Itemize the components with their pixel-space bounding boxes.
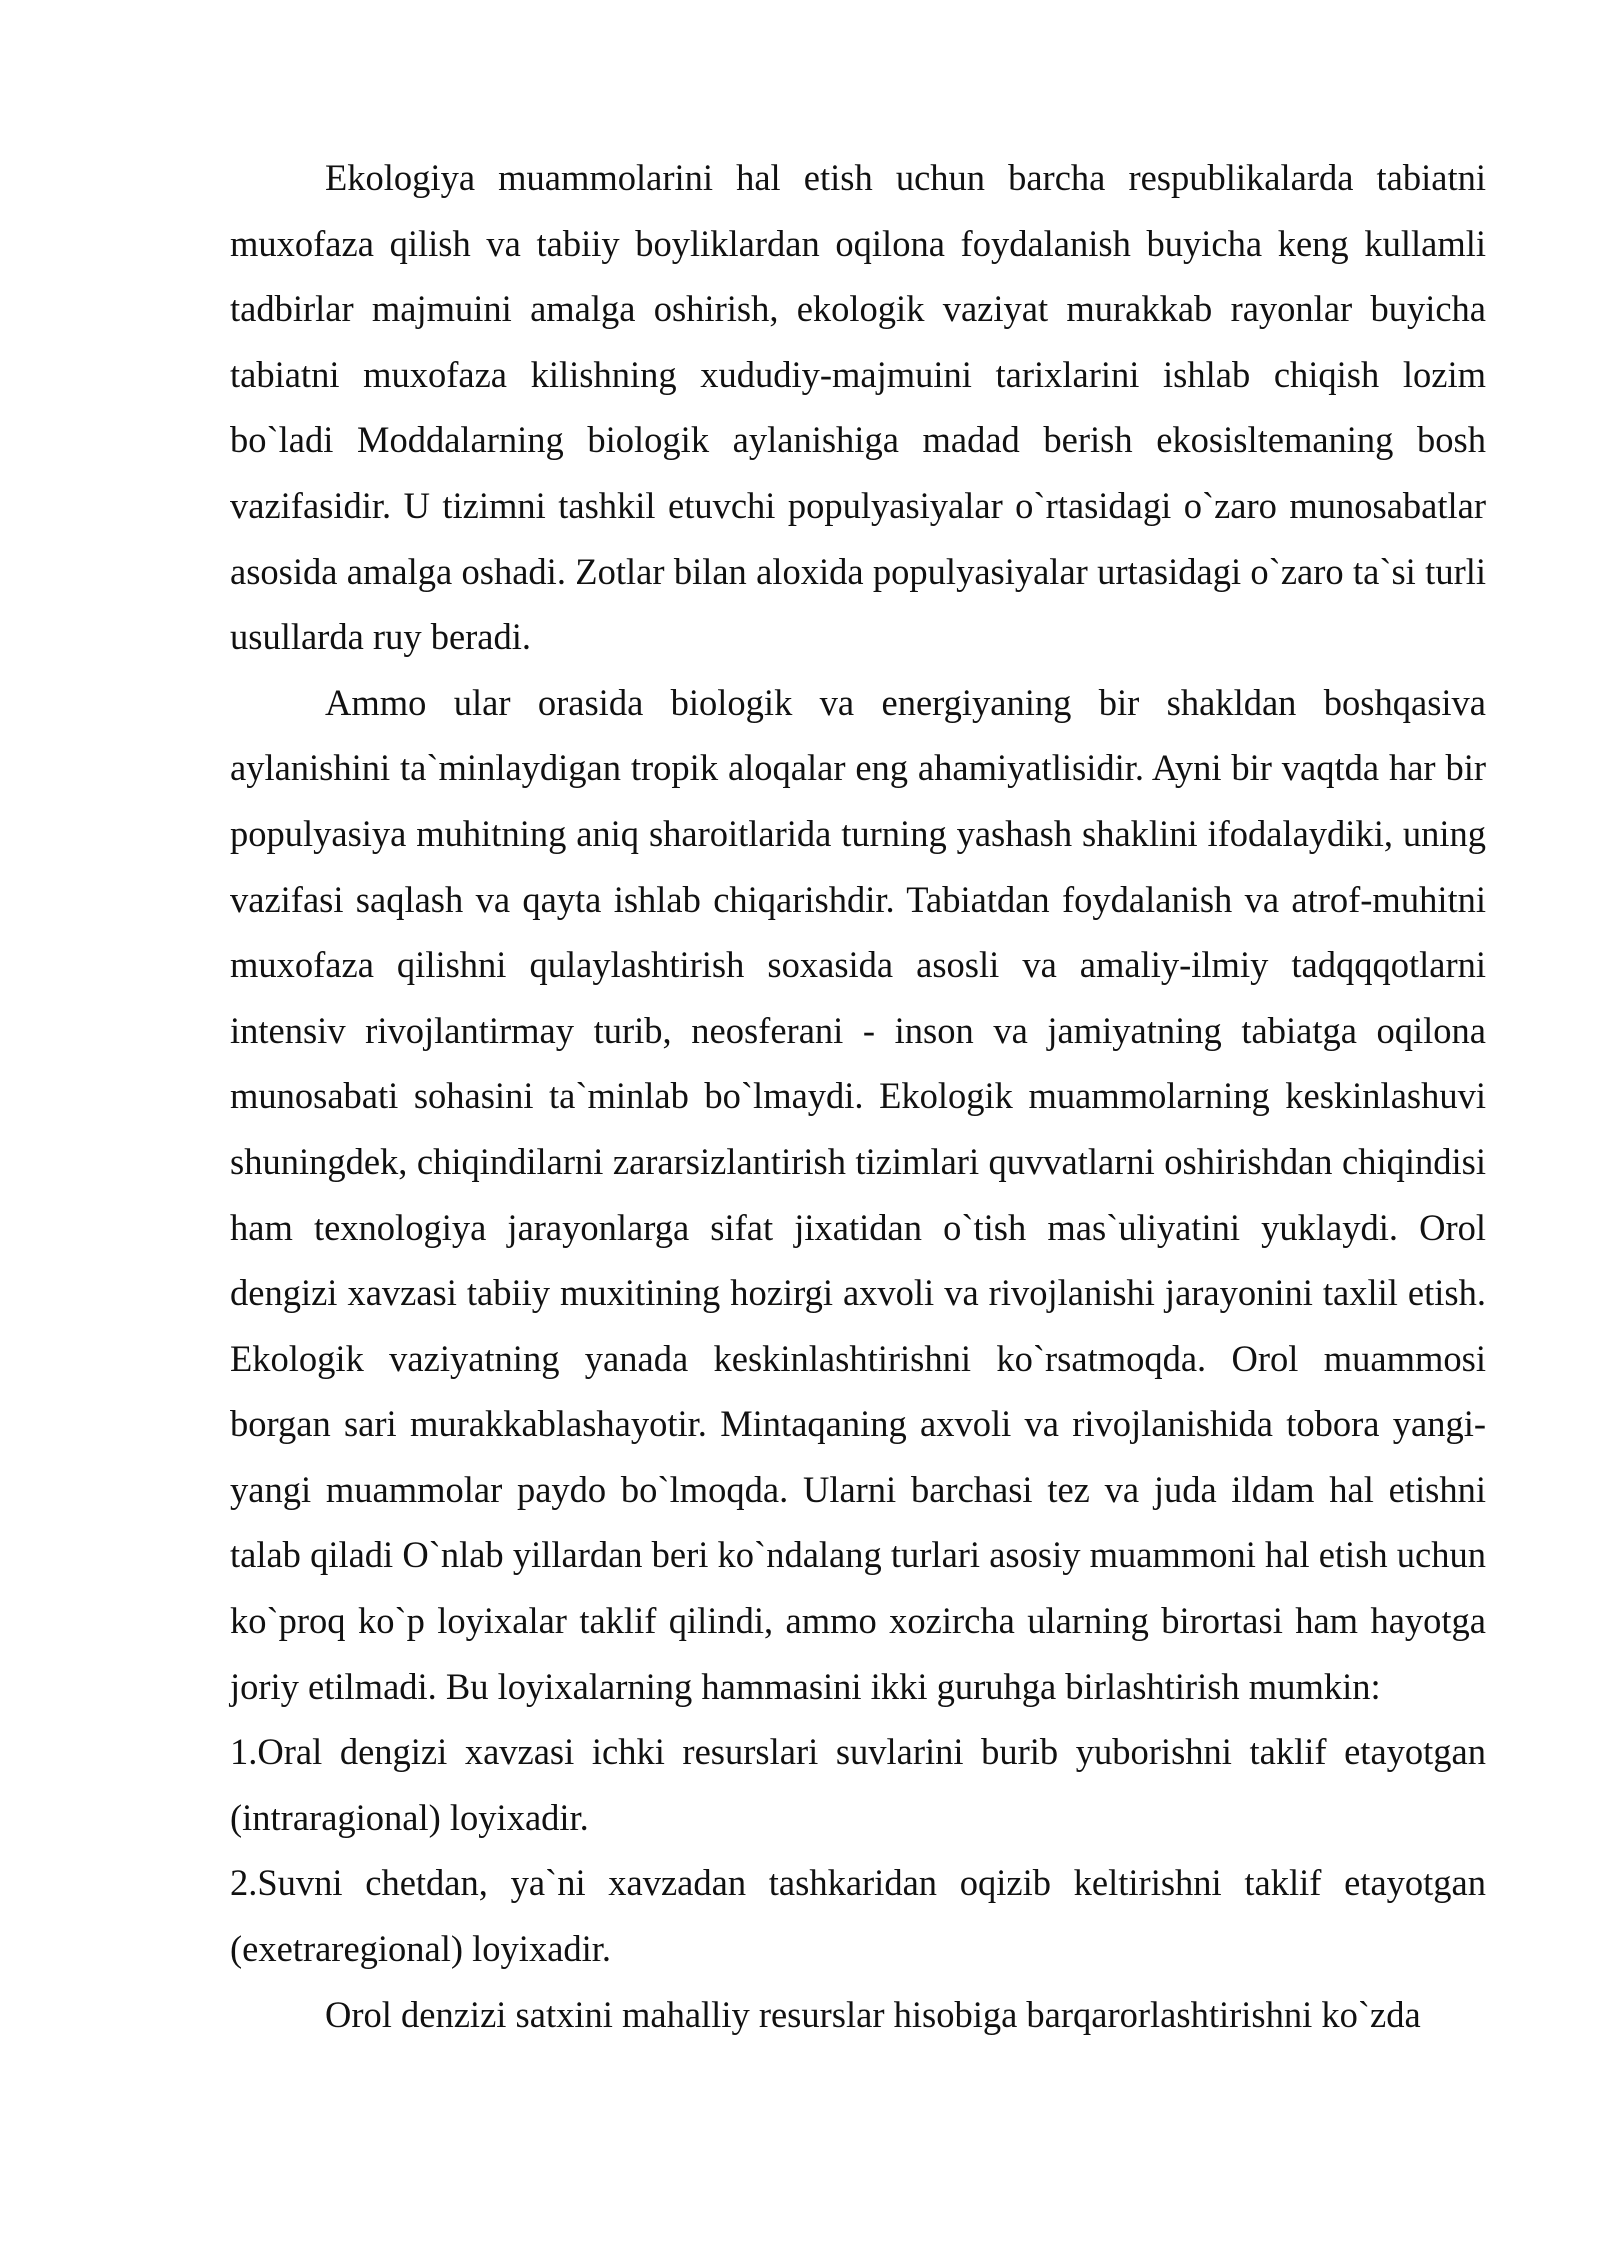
document-page [230, 145, 1486, 2047]
list-item-extraregional: 2.Suvni chetdan, ya`ni xavzadan tashkaridan oqizib keltirishni taklif etayotgan (exetraregional) loyixadir. [230, 1862, 1486, 1970]
paragraph-aral-level: Orol denzizi satxini mahalliy resurslar hisobiga barqarorlashtirishni ko`zda [325, 1993, 1421, 2035]
paragraph-trophic-links: Ammo ular orasida biologik va energiyaning bir shakldan boshqasiva aylanishini ta`minlaydigan tropik aloqalar eng ahamiyatlisidir. Ayni bir vaqtda har bir populyasiya muhitning aniq sharoitlarida turning yashash shaklini ifodalaydiki, uning vazifasi saqlash va qayta ishlab chiqarishdir. Tabiatdan foydalanish va atrof-muhitni muxofaza qilishni qulaylashtirish soxasida asosli va amaliy-ilmiy tadqqqotlarni intensiv rivojlantirmay turib, neosferani - inson va jamiyatning tabiatga oqilona munosabati sohasini ta`minlab bo`lmaydi. Ekologik muammolarning keskinlashuvi shuningdek, chiqindilarni zararsizlantirish tizimlari quvvatlarni oshirishdan chiqindisi ham texnologiya jarayonlarga sifat jixatidan o`tish mas`uliyatini yuklaydi. Orol dengizi xavzasi tabiiy muxitining hozirgi axvoli va rivojlanishi jarayonini taxlil etish. Ekologik vaziyatning yanada keskinlashtirishni ko`rsatmoqda. Orol muammosi borgan sari murakkablashayotir. Mintaqaning axvoli va rivojlanishida tobora yangi-yangi muammolar paydo bo`lmoqda. Ularni barchasi tez va juda ildam hal etishni talab qiladi O`nlab yillardan beri ko`ndalang turlari asosiy muammoni hal etish uchun ko`proq ko`p loyixalar taklif qilindi, ammo xozircha ularning birortasi ham hayotga joriy etilmadi. Bu loyixalarning hammasini ikki guruhga birlashtirish mumkin: [230, 681, 1486, 1707]
paragraph-ecology-problems: Ekologiya muammolarini hal etish uchun barcha respublikalarda tabiatni muxofaza qilish va tabiiy boyliklardan oqilona foydalanish buyicha keng kullamli tadbirlar majmuini amalga oshirish, ekologik vaziyat murakkab rayonlar buyicha tabiatni muxofaza kilishning xududiy-majmuini tarixlarini ishlab chiqish lozim bo`ladi Moddalarning biologik aylanishiga madad berish ekosisltemaning bosh vazifasidir. U tizimni tashkil etuvchi populyasiyalar o`rtasidagi o`zaro munosabatlar asosida amalga oshadi. Zotlar bilan aloxida populyasiyalar urtasidagi o`zaro ta`si turli usullarda ruy beradi. [230, 157, 1486, 658]
list-item-intraregional: 1.Oral dengizi xavzasi ichki resurslari suvlarini burib yuborishni taklif etayotgan (intraragional) loyixadir. [230, 1731, 1486, 1838]
